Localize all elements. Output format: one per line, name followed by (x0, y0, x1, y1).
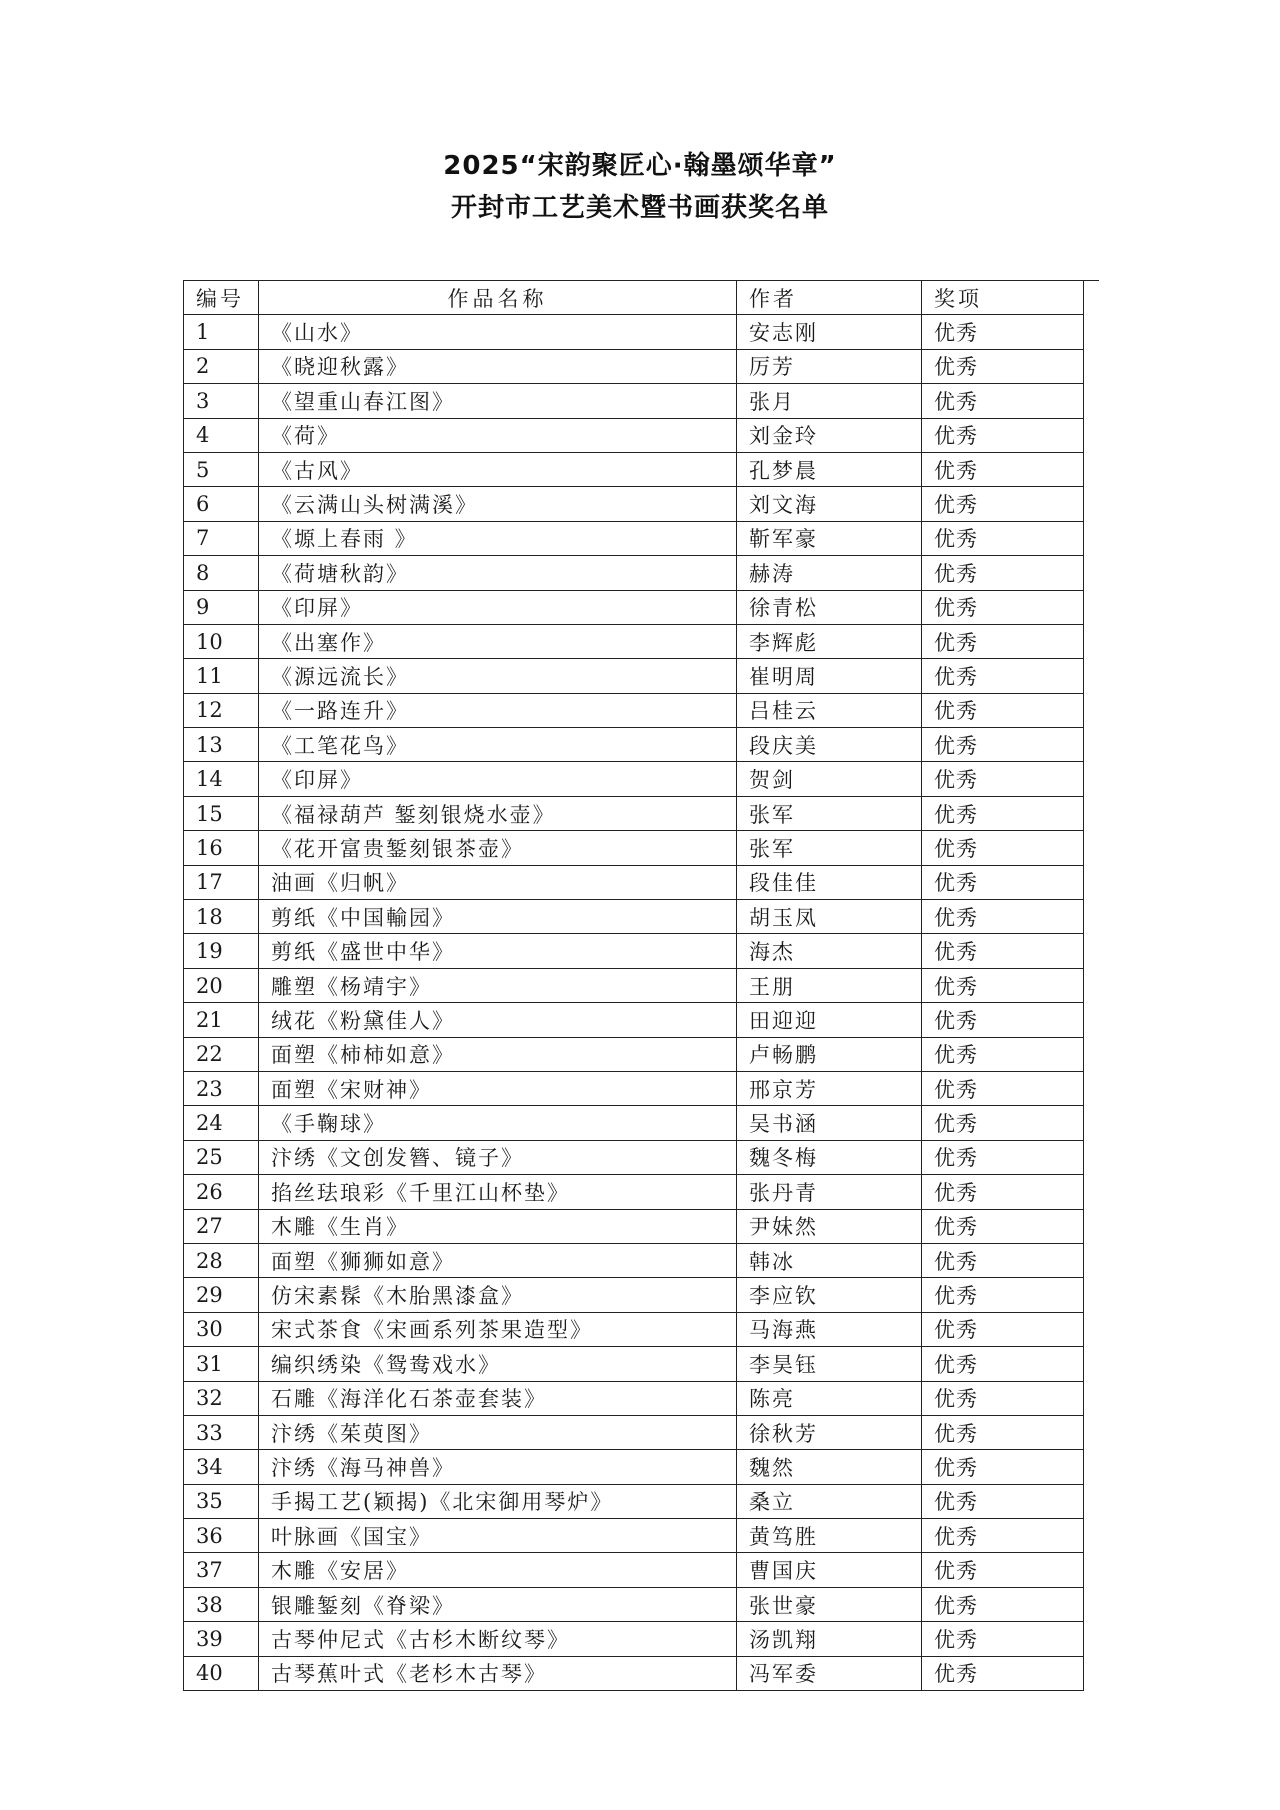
row-title: 仿宋素髹《木胎黑漆盒》 (259, 1278, 737, 1312)
row-award: 优秀 (922, 487, 1084, 521)
row-title: 《荷塘秋韵》 (259, 556, 737, 590)
table-row (184, 556, 1084, 590)
table-row (184, 1106, 1084, 1140)
row-title: 《手鞠球》 (259, 1106, 737, 1140)
row-title: 《晓迎秋露》 (259, 349, 737, 383)
row-author: 张丹青 (737, 1175, 922, 1209)
row-award: 优秀 (922, 1484, 1084, 1518)
row-title: 汴绣《茱萸图》 (259, 1415, 737, 1449)
row-award: 优秀 (922, 1071, 1084, 1105)
row-author: 刘文海 (737, 487, 922, 521)
row-num: 10 (184, 624, 259, 658)
table-row (184, 452, 1084, 486)
row-title: 叶脉画《国宝》 (259, 1519, 737, 1553)
table-row (184, 1243, 1084, 1277)
row-num: 23 (184, 1071, 259, 1105)
row-award: 优秀 (922, 1003, 1084, 1037)
row-award: 优秀 (922, 1519, 1084, 1553)
document-title-line2: 开封市工艺美术暨书画获奖名单 (450, 193, 829, 223)
row-num: 38 (184, 1587, 259, 1621)
row-award: 优秀 (922, 1175, 1084, 1209)
row-award: 优秀 (922, 762, 1084, 796)
row-title: 《福禄葫芦 錾刻银烧水壶》 (259, 796, 737, 830)
row-num: 1 (184, 315, 259, 349)
row-author: 桑立 (737, 1484, 922, 1518)
row-author: 胡玉凤 (737, 900, 922, 934)
table-row (184, 934, 1084, 968)
row-num: 40 (184, 1656, 259, 1690)
row-num: 2 (184, 349, 259, 383)
table-row (184, 315, 1084, 349)
row-num: 39 (184, 1622, 259, 1656)
table-row (184, 1553, 1084, 1587)
row-title: 面塑《柿柿如意》 (259, 1037, 737, 1071)
row-title: 面塑《宋财神》 (259, 1071, 737, 1105)
row-award: 优秀 (922, 1656, 1084, 1690)
table-row (184, 1587, 1084, 1621)
row-author: 黄笃胜 (737, 1519, 922, 1553)
header-award: 奖项 (922, 281, 1084, 315)
table-row (184, 1450, 1084, 1484)
table-row (184, 1656, 1084, 1690)
row-num: 20 (184, 968, 259, 1002)
row-author: 徐青松 (737, 590, 922, 624)
row-award: 优秀 (922, 934, 1084, 968)
row-num: 18 (184, 900, 259, 934)
row-author: 张军 (737, 796, 922, 830)
table-row (184, 1415, 1084, 1449)
row-title: 汴绣《文创发簪、镜子》 (259, 1140, 737, 1174)
row-award: 优秀 (922, 1312, 1084, 1346)
table-row (184, 1003, 1084, 1037)
row-author: 段庆美 (737, 728, 922, 762)
row-award: 优秀 (922, 659, 1084, 693)
row-title: 雕塑《杨靖宇》 (259, 968, 737, 1002)
row-title: 古琴仲尼式《古杉木断纹琴》 (259, 1622, 737, 1656)
row-title: 油画《归帆》 (259, 865, 737, 899)
row-author: 赫涛 (737, 556, 922, 590)
row-title: 汴绣《海马神兽》 (259, 1450, 737, 1484)
row-author: 陈亮 (737, 1381, 922, 1415)
row-title: 《工笔花鸟》 (259, 728, 737, 762)
table-row (184, 1347, 1084, 1381)
table-row (184, 1519, 1084, 1553)
row-num: 37 (184, 1553, 259, 1587)
row-author: 田迎迎 (737, 1003, 922, 1037)
row-award: 优秀 (922, 384, 1084, 418)
row-num: 32 (184, 1381, 259, 1415)
row-num: 9 (184, 590, 259, 624)
row-num: 35 (184, 1484, 259, 1518)
row-author: 李昊钰 (737, 1347, 922, 1381)
row-title: 掐丝珐琅彩《千里江山杯垫》 (259, 1175, 737, 1209)
row-num: 16 (184, 831, 259, 865)
table-row (184, 1278, 1084, 1312)
row-title: 《花开富贵錾刻银茶壶》 (259, 831, 737, 865)
row-title: 绒花《粉黛佳人》 (259, 1003, 737, 1037)
document-title-line1: 2025“宋韵聚匠心·翰墨颂华章” (443, 151, 837, 181)
row-title: 《印屏》 (259, 762, 737, 796)
row-award: 优秀 (922, 1106, 1084, 1140)
row-num: 24 (184, 1106, 259, 1140)
row-author: 贺剑 (737, 762, 922, 796)
row-title: 《一路连升》 (259, 693, 737, 727)
row-author: 徐秋芳 (737, 1415, 922, 1449)
row-num: 4 (184, 418, 259, 452)
row-award: 优秀 (922, 1553, 1084, 1587)
row-title: 石雕《海洋化石茶壶套装》 (259, 1381, 737, 1415)
row-author: 魏然 (737, 1450, 922, 1484)
table-row (184, 693, 1084, 727)
table-row (184, 624, 1084, 658)
row-title: 古琴蕉叶式《老杉木古琴》 (259, 1656, 737, 1690)
table-row (184, 900, 1084, 934)
table-row (184, 1622, 1084, 1656)
table-row (184, 418, 1084, 452)
row-num: 17 (184, 865, 259, 899)
header-author: 作者 (737, 281, 922, 315)
table-row (184, 1071, 1084, 1105)
row-num: 3 (184, 384, 259, 418)
table-row (184, 831, 1084, 865)
header-rule-extension (1083, 280, 1099, 281)
row-num: 34 (184, 1450, 259, 1484)
row-title: 面塑《狮狮如意》 (259, 1243, 737, 1277)
row-award: 优秀 (922, 693, 1084, 727)
row-author: 曹国庆 (737, 1553, 922, 1587)
row-num: 6 (184, 487, 259, 521)
row-title: 《荷》 (259, 418, 737, 452)
row-author: 崔明周 (737, 659, 922, 693)
row-author: 冯军委 (737, 1656, 922, 1690)
row-award: 优秀 (922, 1450, 1084, 1484)
header-num: 编号 (184, 281, 259, 315)
row-author: 张世豪 (737, 1587, 922, 1621)
row-num: 28 (184, 1243, 259, 1277)
row-award: 优秀 (922, 590, 1084, 624)
row-title: 木雕《生肖》 (259, 1209, 737, 1243)
table-row (184, 1175, 1084, 1209)
row-author: 汤凯翔 (737, 1622, 922, 1656)
row-num: 31 (184, 1347, 259, 1381)
row-author: 海杰 (737, 934, 922, 968)
row-title: 《源远流长》 (259, 659, 737, 693)
row-award: 优秀 (922, 418, 1084, 452)
row-author: 安志刚 (737, 315, 922, 349)
table-row (184, 1312, 1084, 1346)
table-row (184, 521, 1084, 555)
row-award: 优秀 (922, 1347, 1084, 1381)
table-row (184, 728, 1084, 762)
table-row (184, 590, 1084, 624)
row-title: 剪纸《盛世中华》 (259, 934, 737, 968)
row-author: 张军 (737, 831, 922, 865)
row-num: 22 (184, 1037, 259, 1071)
header-title: 作品名称 (259, 281, 737, 315)
row-author: 段佳佳 (737, 865, 922, 899)
table-row (184, 384, 1084, 418)
row-num: 25 (184, 1140, 259, 1174)
row-award: 优秀 (922, 556, 1084, 590)
row-author: 尹妹然 (737, 1209, 922, 1243)
row-num: 19 (184, 934, 259, 968)
row-author: 吴书涵 (737, 1106, 922, 1140)
row-award: 优秀 (922, 900, 1084, 934)
row-award: 优秀 (922, 1622, 1084, 1656)
row-author: 张月 (737, 384, 922, 418)
row-title: 宋式茶食《宋画系列茶果造型》 (259, 1312, 737, 1346)
row-num: 33 (184, 1415, 259, 1449)
table-header-row (184, 281, 1084, 315)
row-award: 优秀 (922, 624, 1084, 658)
row-author: 邢京芳 (737, 1071, 922, 1105)
row-award: 优秀 (922, 1381, 1084, 1415)
row-award: 优秀 (922, 452, 1084, 486)
row-award: 优秀 (922, 1209, 1084, 1243)
table-row (184, 796, 1084, 830)
row-num: 27 (184, 1209, 259, 1243)
row-author: 李应钦 (737, 1278, 922, 1312)
row-award: 优秀 (922, 349, 1084, 383)
row-title: 银雕錾刻《脊梁》 (259, 1587, 737, 1621)
row-num: 29 (184, 1278, 259, 1312)
row-author: 靳军豪 (737, 521, 922, 555)
row-title: 《云满山头树满溪》 (259, 487, 737, 521)
row-author: 魏冬梅 (737, 1140, 922, 1174)
row-award: 优秀 (922, 1243, 1084, 1277)
row-author: 刘金玲 (737, 418, 922, 452)
row-author: 卢畅鹏 (737, 1037, 922, 1071)
table-row (184, 865, 1084, 899)
awards-table (183, 280, 1084, 1691)
row-num: 15 (184, 796, 259, 830)
row-num: 36 (184, 1519, 259, 1553)
row-award: 优秀 (922, 831, 1084, 865)
row-title: 手揭工艺(颖揭)《北宋御用琴炉》 (259, 1484, 737, 1518)
row-award: 优秀 (922, 865, 1084, 899)
row-title: 《印屏》 (259, 590, 737, 624)
table-row (184, 1381, 1084, 1415)
row-title: 编织绣染《鸳鸯戏水》 (259, 1347, 737, 1381)
table-row (184, 659, 1084, 693)
row-title: 木雕《安居》 (259, 1553, 737, 1587)
row-title: 《山水》 (259, 315, 737, 349)
row-award: 优秀 (922, 315, 1084, 349)
row-num: 30 (184, 1312, 259, 1346)
row-author: 王朋 (737, 968, 922, 1002)
table-row (184, 349, 1084, 383)
table-row (184, 762, 1084, 796)
row-author: 韩冰 (737, 1243, 922, 1277)
row-award: 优秀 (922, 521, 1084, 555)
row-title: 《出塞作》 (259, 624, 737, 658)
row-num: 13 (184, 728, 259, 762)
row-author: 孔梦晨 (737, 452, 922, 486)
table-row (184, 968, 1084, 1002)
row-award: 优秀 (922, 1140, 1084, 1174)
row-num: 5 (184, 452, 259, 486)
row-num: 12 (184, 693, 259, 727)
row-award: 优秀 (922, 728, 1084, 762)
row-award: 优秀 (922, 1278, 1084, 1312)
row-author: 李辉彪 (737, 624, 922, 658)
row-author: 厉芳 (737, 349, 922, 383)
table-row (184, 1140, 1084, 1174)
row-title: 《古风》 (259, 452, 737, 486)
row-author: 吕桂云 (737, 693, 922, 727)
row-award: 优秀 (922, 1415, 1084, 1449)
row-num: 8 (184, 556, 259, 590)
row-num: 14 (184, 762, 259, 796)
table-row (184, 487, 1084, 521)
table-row (184, 1037, 1084, 1071)
row-award: 优秀 (922, 796, 1084, 830)
row-num: 7 (184, 521, 259, 555)
row-author: 马海燕 (737, 1312, 922, 1346)
row-title: 剪纸《中国輸园》 (259, 900, 737, 934)
row-num: 21 (184, 1003, 259, 1037)
row-award: 优秀 (922, 1037, 1084, 1071)
row-award: 优秀 (922, 968, 1084, 1002)
row-title: 《望重山春江图》 (259, 384, 737, 418)
row-num: 26 (184, 1175, 259, 1209)
row-num: 11 (184, 659, 259, 693)
row-award: 优秀 (922, 1587, 1084, 1621)
row-title: 《塬上春雨 》 (259, 521, 737, 555)
table-row (184, 1209, 1084, 1243)
table-row (184, 1484, 1084, 1518)
